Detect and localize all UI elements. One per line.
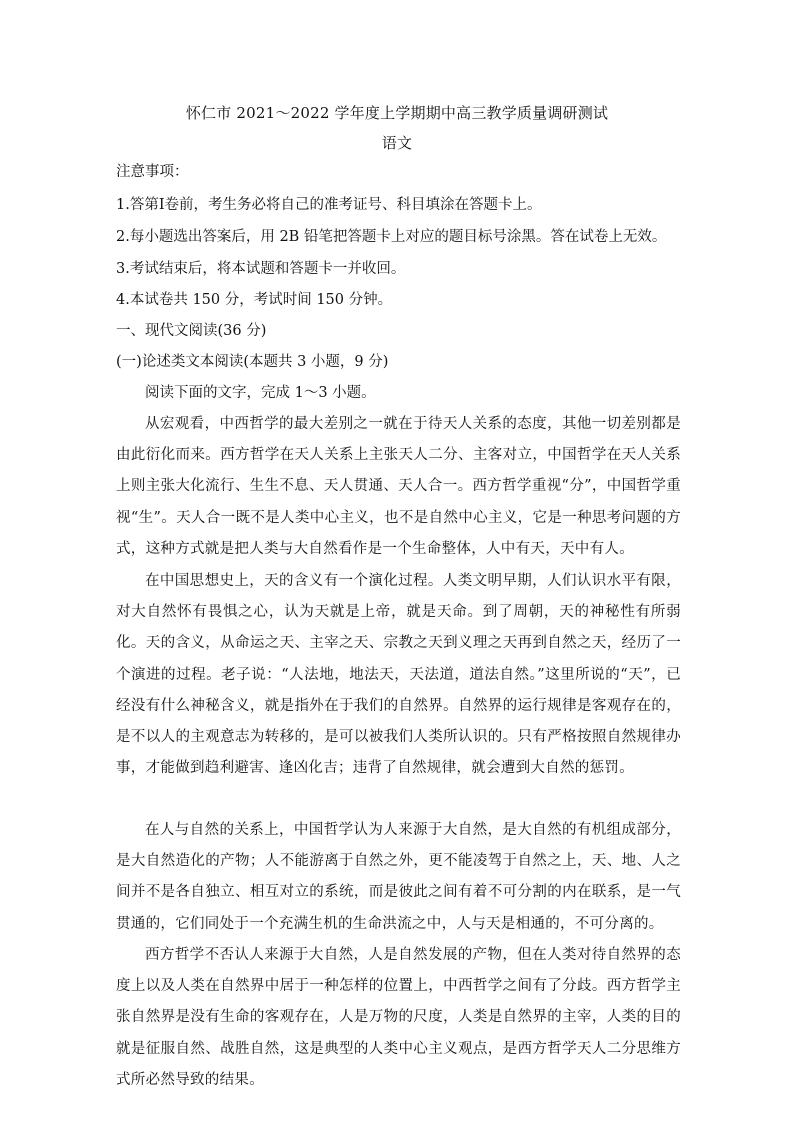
reading-instruction: 阅读下面的文字，完成 1～3 小题。 <box>145 385 376 401</box>
note-item-3: 3.考试结束后，将本试题和答题卡一并收回。 <box>116 261 406 277</box>
passage-paragraph-4: 西方哲学不否认人来源于大自然，人是自然发展的产物，但在人类对待自然界的态度上以及人类在自然界中居于一种怎样的位置上，中西哲学之间有了分歧。西方哲学主张自然界是没有生命的客观存在，人是万物的尺度，人类是自然界的主宰，人类的目的就是征服自然、战胜自然，这是典型的人类中心主义观点，是西方哲学天人二分思维方式所必然导致的结果。 <box>116 947 681 1088</box>
note-item-4: 4.本试卷共 150 分，考试时间 150 分钟。 <box>116 292 393 308</box>
subject-title: 语文 <box>381 134 413 152</box>
passage-paragraph-2: 在中国思想史上，天的含义有一个演化过程。人类文明早期，人们认识水平有限，对大自然怀有畏惧之心，认为天就是上帝，就是天命。到了周朝，天的神秘性有所弱化。天的含义，从命运之天、主宰之天、宗教之天到义理之天再到自然之天，经历了一个演进的过程。老子说：“人法地，地法天，天法道，道法自然。”这里所说的“天”，已经没有什么神秘含义，就是指外在于我们的自然界。自然界的运行规律是客观存在的，是不以人的主观意志为转移的，是可以被我们人类所认识的。只有严格按照自然规律办事，才能做到趋利避害、逢凶化吉；违背了自然规律，就会遭到大自然的惩罚。 <box>116 573 681 777</box>
section-heading: 一、现代文阅读(36 分) <box>116 323 267 339</box>
note-item-1: 1.答第Ⅰ卷前，考生务必将自己的准考证号、科目填涂在答题卡上。 <box>116 197 542 213</box>
section-subheading: (一)论述类文本阅读(本题共 3 小题，9 分) <box>116 354 389 370</box>
passage-paragraph-1: 从宏观看，中西哲学的最大差别之一就在于待天人关系的态度，其他一切差别都是由此衍化而来。西方哲学在天人关系上主张天人二分、主客对立，中国哲学在天人关系上则主张大化流行、生生不息、天人贯通、天人合一。西方哲学重视“分”，中国哲学重视“生”。天人合一既不是人类中心主义，也不是自然中心主义，它是一种思考问题的方式，这种方式就是把人类与大自然看作是一个生命整体，人中有天，天中有人。 <box>116 416 681 557</box>
notes-heading: 注意事项： <box>116 164 189 180</box>
exam-title: 怀仁市 2021～2022 学年度上学期期中高三教学质量调研测试 <box>185 104 609 122</box>
passage-paragraph-3: 在人与自然的关系上，中国哲学认为人来源于大自然，是大自然的有机组成部分，是大自然造化的产物；人不能游离于自然之外，更不能凌驾于自然之上，天、地、人之间并不是各自独立、相互对立的系统，而是彼此之间有着不可分割的内在联系，是一气贯通的，它们同处于一个充满生机的生命洪流之中，人与天是相通的，不可分离的。 <box>116 822 681 932</box>
note-item-2: 2.每小题选出答案后，用 2B 铅笔把答题卡上对应的题目标号涂黑。答在试卷上无效。 <box>116 229 667 245</box>
